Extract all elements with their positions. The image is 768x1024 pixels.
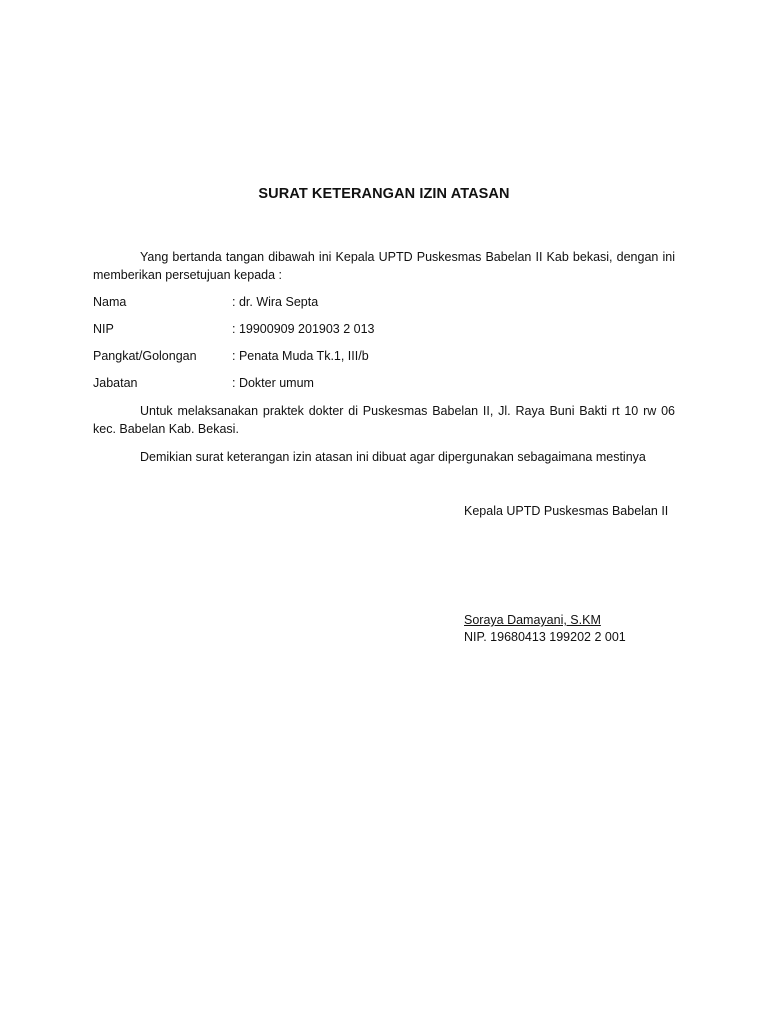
field-value: : Dokter umum <box>232 376 314 390</box>
field-label: Nama <box>93 295 127 309</box>
closing-paragraph: Demikian surat keterangan izin atasan ini dibuat agar dipergunakan sebagaimana mestinya <box>140 450 646 464</box>
field-row-pangkat-golongan <box>93 347 369 365</box>
field-value: : Penata Muda Tk.1, III/b <box>232 349 369 363</box>
field-label: NIP <box>93 322 114 336</box>
field-label: Pangkat/Golongan <box>93 349 197 363</box>
signatory-nip: NIP. 19680413 199202 2 001 <box>464 630 626 644</box>
signatory-name: Soraya Damayani, S.KM <box>464 613 601 627</box>
purpose-paragraph: Untuk melaksanakan praktek dokter di Puskesmas Babelan II, Jl. Raya Buni Bakti rt 10 rw 06 kec. Babelan Kab. Bekasi. <box>93 404 675 436</box>
field-row-nama <box>93 293 318 311</box>
signatory-position: Kepala UPTD Puskesmas Babelan II <box>464 504 669 518</box>
opening-paragraph: Yang bertanda tangan dibawah ini Kepala UPTD Puskesmas Babelan II Kab bekasi, dengan ini memberikan persetujuan kepada : <box>93 250 675 282</box>
field-label: Jabatan <box>93 376 138 390</box>
field-row-jabatan <box>93 374 314 392</box>
field-value: : 19900909 201903 2 013 <box>232 322 375 336</box>
field-value: : dr. Wira Septa <box>232 295 319 309</box>
letter-title: SURAT KETERANGAN IZIN ATASAN <box>258 186 510 202</box>
field-row-nip <box>93 320 375 338</box>
